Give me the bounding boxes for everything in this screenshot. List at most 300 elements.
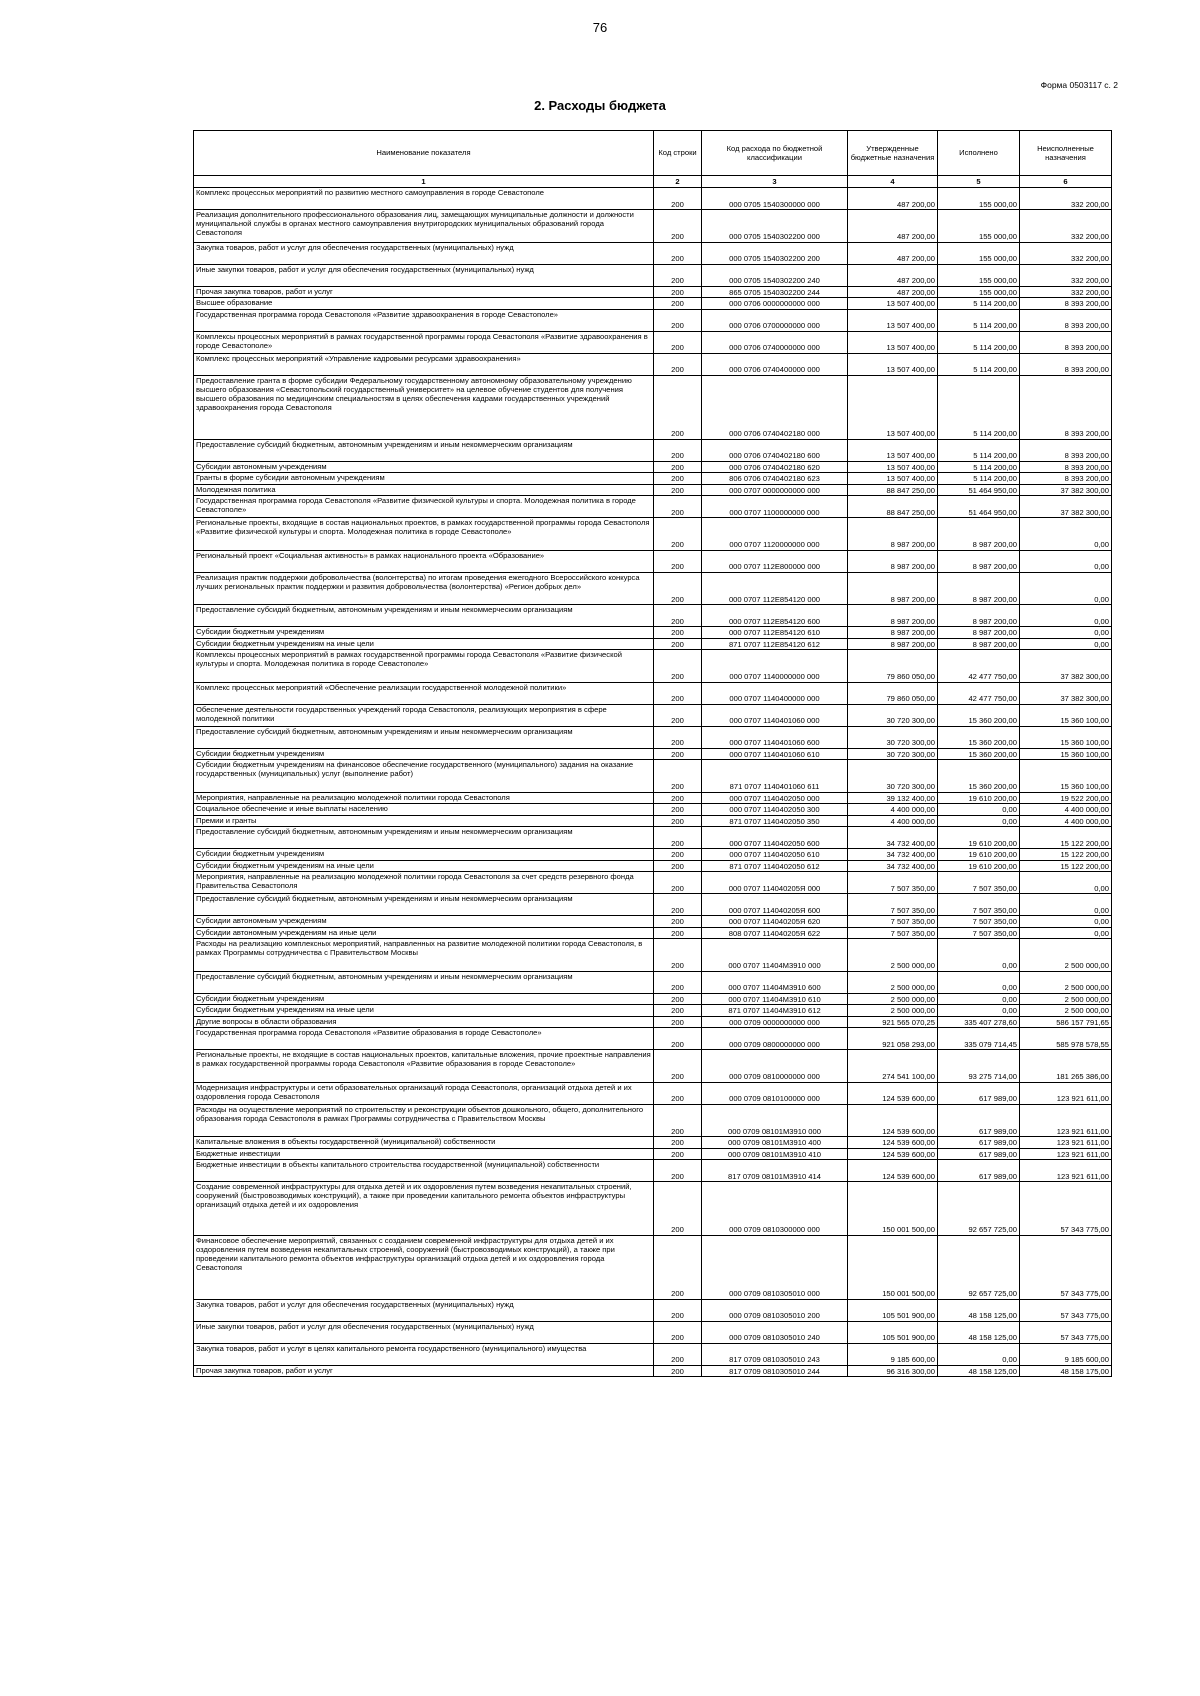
table-row: [194, 916, 1112, 928]
row-name-cell: Предоставление субсидий бюджетным, автономным учреждениям и иным некоммерческим организациям: [194, 726, 654, 748]
table-row: [194, 210, 1112, 243]
row-executed-cell: 5 114 200,00: [938, 439, 1020, 461]
row-unexecuted-cell: 8 393 200,00: [1020, 331, 1112, 353]
row-line-code-cell: 200: [654, 473, 702, 485]
table-row: [194, 872, 1112, 894]
row-approved-cell: 2 500 000,00: [848, 993, 938, 1005]
row-unexecuted-cell: 2 500 000,00: [1020, 1005, 1112, 1017]
row-classification-cell: 000 0707 1140000000 000: [702, 650, 848, 683]
row-classification-cell: 000 0705 1540302200 240: [702, 264, 848, 286]
row-approved-cell: 79 860 050,00: [848, 682, 938, 704]
row-line-code-cell: 200: [654, 1321, 702, 1343]
table-row: [194, 650, 1112, 683]
column-header-unexecuted: Неисполненные назначения: [1020, 131, 1112, 176]
row-classification-cell: 000 0707 112E854120 600: [702, 605, 848, 627]
row-classification-cell: 000 0707 1140401060 610: [702, 748, 848, 760]
row-line-code-cell: 200: [654, 894, 702, 916]
row-line-code-cell: 200: [654, 1160, 702, 1182]
row-classification-cell: 000 0709 0810100000 000: [702, 1082, 848, 1104]
row-executed-cell: 93 275 714,00: [938, 1050, 1020, 1083]
row-line-code-cell: 200: [654, 1299, 702, 1321]
row-classification-cell: 000 0707 1120000000 000: [702, 518, 848, 551]
row-name-cell: Прочая закупка товаров, работ и услуг: [194, 1365, 654, 1377]
row-classification-cell: 000 0707 1140402050 600: [702, 827, 848, 849]
row-approved-cell: 2 500 000,00: [848, 939, 938, 972]
row-executed-cell: 51 464 950,00: [938, 484, 1020, 496]
row-unexecuted-cell: 0,00: [1020, 572, 1112, 605]
row-classification-cell: 000 0706 0740402180 620: [702, 461, 848, 473]
row-unexecuted-cell: 332 200,00: [1020, 210, 1112, 243]
row-line-code-cell: 200: [654, 804, 702, 816]
row-approved-cell: 13 507 400,00: [848, 353, 938, 375]
row-unexecuted-cell: 15 122 200,00: [1020, 860, 1112, 872]
table-row: [194, 461, 1112, 473]
row-name-cell: Комплекс процессных мероприятий «Обеспечение реализации государственной молодежной политики»: [194, 682, 654, 704]
row-unexecuted-cell: 586 157 791,65: [1020, 1016, 1112, 1028]
table-body: [194, 188, 1112, 1377]
column-header-line-code: Код строки: [654, 131, 702, 176]
row-classification-cell: 871 0707 1140401060 611: [702, 760, 848, 793]
table-row: [194, 939, 1112, 972]
row-name-cell: Субсидии автономным учреждениям на иные цели: [194, 927, 654, 939]
row-unexecuted-cell: 181 265 386,00: [1020, 1050, 1112, 1083]
row-line-code-cell: 200: [654, 872, 702, 894]
row-classification-cell: 000 0706 0700000000 000: [702, 309, 848, 331]
row-name-cell: Мероприятия, направленные на реализацию молодежной политики города Севастополя: [194, 792, 654, 804]
row-name-cell: Иные закупки товаров, работ и услуг для обеспечения государственных (муниципальных) нужд: [194, 1321, 654, 1343]
row-unexecuted-cell: 123 921 611,00: [1020, 1104, 1112, 1137]
row-classification-cell: 817 0709 08101М3910 414: [702, 1160, 848, 1182]
row-name-cell: Комплекс процессных мероприятий «Управление кадровыми ресурсами здравоохранения»: [194, 353, 654, 375]
row-unexecuted-cell: 19 522 200,00: [1020, 792, 1112, 804]
table-row: [194, 1321, 1112, 1343]
row-name-cell: Прочая закупка товаров, работ и услуг: [194, 286, 654, 298]
row-approved-cell: 7 507 350,00: [848, 916, 938, 928]
row-classification-cell: 000 0707 112E854120 610: [702, 627, 848, 639]
column-header-name: Наименование показателя: [194, 131, 654, 176]
table-row: [194, 993, 1112, 1005]
row-unexecuted-cell: 15 360 100,00: [1020, 704, 1112, 726]
row-line-code-cell: 200: [654, 638, 702, 650]
row-unexecuted-cell: 15 360 100,00: [1020, 748, 1112, 760]
row-executed-cell: 155 000,00: [938, 210, 1020, 243]
row-executed-cell: 7 507 350,00: [938, 872, 1020, 894]
row-approved-cell: 13 507 400,00: [848, 439, 938, 461]
row-classification-cell: 000 0706 0740000000 000: [702, 331, 848, 353]
row-executed-cell: 617 989,00: [938, 1160, 1020, 1182]
row-name-cell: Субсидии бюджетным учреждениям: [194, 993, 654, 1005]
table-row: [194, 1148, 1112, 1160]
table-row: [194, 353, 1112, 375]
row-executed-cell: 42 477 750,00: [938, 682, 1020, 704]
row-name-cell: Премии и гранты: [194, 815, 654, 827]
row-unexecuted-cell: 0,00: [1020, 627, 1112, 639]
row-unexecuted-cell: 37 382 300,00: [1020, 496, 1112, 518]
row-unexecuted-cell: 0,00: [1020, 550, 1112, 572]
row-name-cell: Субсидии автономным учреждениям: [194, 461, 654, 473]
column-number: 5: [938, 176, 1020, 188]
row-classification-cell: 000 0707 114040205Я 600: [702, 894, 848, 916]
row-executed-cell: 7 507 350,00: [938, 916, 1020, 928]
row-unexecuted-cell: 37 382 300,00: [1020, 650, 1112, 683]
table-row: [194, 1016, 1112, 1028]
row-name-cell: Предоставление гранта в форме субсидии Федеральному государственному автономному образовательному учреждению высшего образования «Севастопольский государственный университет» на целевое обучение студентов для получения высшего образования по медицинским специальностям в целях обеспечения кадрами государственных учреждений здравоохранения города Севастополя: [194, 375, 654, 439]
row-line-code-cell: 200: [654, 331, 702, 353]
row-classification-cell: 000 0709 0000000000 000: [702, 1016, 848, 1028]
row-unexecuted-cell: 57 343 775,00: [1020, 1321, 1112, 1343]
row-executed-cell: 48 158 125,00: [938, 1321, 1020, 1343]
row-executed-cell: 0,00: [938, 1343, 1020, 1365]
row-executed-cell: 42 477 750,00: [938, 650, 1020, 683]
row-name-cell: Закупка товаров, работ и услуг в целях капитального ремонта государственного (муниципального) имущества: [194, 1343, 654, 1365]
table-row: [194, 704, 1112, 726]
row-approved-cell: 921 565 070,25: [848, 1016, 938, 1028]
row-name-cell: Модернизация инфраструктуры и сети образовательных организаций города Севастополя, организаций отдыха детей и их оздоровления города Севастополя: [194, 1082, 654, 1104]
table-row: [194, 894, 1112, 916]
row-name-cell: Государственная программа города Севастополя «Развитие здравоохранения в городе Севастополе»: [194, 309, 654, 331]
table-row: [194, 605, 1112, 627]
row-name-cell: Расходы на осуществление мероприятий по строительству и реконструкции объектов дошкольного, общего, дополнительного образования города Севастополя в рамках Программы сотрудничества с Правительством Москвы: [194, 1104, 654, 1137]
row-executed-cell: 51 464 950,00: [938, 496, 1020, 518]
row-name-cell: Реализация дополнительного профессионального образования лиц, замещающих муниципальные должности и должности муниципальной службы в органах местного самоуправления внутригородских муниципальных образований города Севастополя: [194, 210, 654, 243]
row-classification-cell: 871 0707 11404М3910 612: [702, 1005, 848, 1017]
table-row: [194, 1235, 1112, 1299]
row-unexecuted-cell: 585 978 578,55: [1020, 1028, 1112, 1050]
row-line-code-cell: 200: [654, 210, 702, 243]
row-line-code-cell: 200: [654, 496, 702, 518]
row-unexecuted-cell: 37 382 300,00: [1020, 484, 1112, 496]
column-header-approved: Утвержденные бюджетные назначения: [848, 131, 938, 176]
row-name-cell: Гранты в форме субсидии автономным учреждениям: [194, 473, 654, 485]
table-row: [194, 484, 1112, 496]
row-approved-cell: 8 987 200,00: [848, 627, 938, 639]
table-row: [194, 971, 1112, 993]
row-name-cell: Субсидии бюджетным учреждениям на иные цели: [194, 1005, 654, 1017]
row-line-code-cell: 200: [654, 1005, 702, 1017]
row-classification-cell: 000 0709 0810300000 000: [702, 1182, 848, 1236]
row-approved-cell: 2 500 000,00: [848, 1005, 938, 1017]
row-executed-cell: 19 610 200,00: [938, 860, 1020, 872]
row-approved-cell: 30 720 300,00: [848, 726, 938, 748]
row-executed-cell: 19 610 200,00: [938, 849, 1020, 861]
row-line-code-cell: 200: [654, 375, 702, 439]
row-executed-cell: 0,00: [938, 939, 1020, 972]
row-line-code-cell: 200: [654, 550, 702, 572]
row-executed-cell: 5 114 200,00: [938, 331, 1020, 353]
row-executed-cell: 5 114 200,00: [938, 461, 1020, 473]
row-name-cell: Создание современной инфраструктуры для отдыха детей и их оздоровления путем возведения некапитальных строений, сооружений (быстровозводимых конструкций), а также при проведении капитального ремонта объектов инфраструктуры организаций отдыха детей и их оздоровления: [194, 1182, 654, 1236]
row-unexecuted-cell: 9 185 600,00: [1020, 1343, 1112, 1365]
row-unexecuted-cell: 15 360 100,00: [1020, 760, 1112, 793]
row-executed-cell: 7 507 350,00: [938, 927, 1020, 939]
row-approved-cell: 34 732 400,00: [848, 827, 938, 849]
row-classification-cell: 000 0707 1140401060 600: [702, 726, 848, 748]
row-approved-cell: 921 058 293,00: [848, 1028, 938, 1050]
column-header-classification-code: Код расхода по бюджетной классификации: [702, 131, 848, 176]
row-line-code-cell: 200: [654, 1137, 702, 1149]
row-unexecuted-cell: 2 500 000,00: [1020, 971, 1112, 993]
table-row: [194, 1082, 1112, 1104]
row-line-code-cell: 200: [654, 353, 702, 375]
row-approved-cell: 88 847 250,00: [848, 484, 938, 496]
row-classification-cell: 871 0707 112E854120 612: [702, 638, 848, 650]
row-classification-cell: 000 0709 0810305010 240: [702, 1321, 848, 1343]
table-row: [194, 375, 1112, 439]
row-classification-cell: 000 0709 08101М3910 400: [702, 1137, 848, 1149]
row-classification-cell: 000 0707 112E854120 000: [702, 572, 848, 605]
row-approved-cell: 34 732 400,00: [848, 849, 938, 861]
row-name-cell: Реализация практик поддержки добровольчества (волонтерства) по итогам проведения ежегодного Всероссийского конкурса лучших региональных практик поддержки и развития добровольчества (волонтерства) «Регион добрых дел»: [194, 572, 654, 605]
table-row: [194, 1137, 1112, 1149]
row-executed-cell: 617 989,00: [938, 1104, 1020, 1137]
row-executed-cell: 335 407 278,60: [938, 1016, 1020, 1028]
row-unexecuted-cell: 332 200,00: [1020, 188, 1112, 210]
row-name-cell: Бюджетные инвестиции в объекты капитального строительства государственной (муниципальной) собственности: [194, 1160, 654, 1182]
table-row: [194, 860, 1112, 872]
column-number: 1: [194, 176, 654, 188]
row-line-code-cell: 200: [654, 298, 702, 310]
row-unexecuted-cell: 8 393 200,00: [1020, 375, 1112, 439]
row-approved-cell: 13 507 400,00: [848, 331, 938, 353]
row-executed-cell: 7 507 350,00: [938, 894, 1020, 916]
row-unexecuted-cell: 0,00: [1020, 894, 1112, 916]
row-line-code-cell: 200: [654, 993, 702, 1005]
row-approved-cell: 8 987 200,00: [848, 550, 938, 572]
row-line-code-cell: 200: [654, 792, 702, 804]
row-name-cell: Комплексы процессных мероприятий в рамках государственной программы города Севастополя «Развитие здравоохранения в городе Севастополе»: [194, 331, 654, 353]
row-line-code-cell: 200: [654, 309, 702, 331]
row-line-code-cell: 200: [654, 971, 702, 993]
row-unexecuted-cell: 0,00: [1020, 927, 1112, 939]
row-executed-cell: 8 987 200,00: [938, 518, 1020, 551]
row-unexecuted-cell: 57 343 775,00: [1020, 1299, 1112, 1321]
row-unexecuted-cell: 4 400 000,00: [1020, 815, 1112, 827]
row-line-code-cell: 200: [654, 1104, 702, 1137]
column-number-row: [194, 176, 1112, 188]
row-approved-cell: 8 987 200,00: [848, 518, 938, 551]
row-name-cell: Капитальные вложения в объекты государственной (муниципальной) собственности: [194, 1137, 654, 1149]
row-line-code-cell: 200: [654, 650, 702, 683]
row-approved-cell: 124 539 600,00: [848, 1137, 938, 1149]
row-line-code-cell: 200: [654, 286, 702, 298]
row-executed-cell: 19 610 200,00: [938, 827, 1020, 849]
row-name-cell: Мероприятия, направленные на реализацию молодежной политики города Севастополя за счет средств резервного фонда Правительства Севастополя: [194, 872, 654, 894]
row-approved-cell: 7 507 350,00: [848, 872, 938, 894]
row-name-cell: Субсидии бюджетным учреждениям: [194, 849, 654, 861]
row-classification-cell: 000 0709 08101М3910 000: [702, 1104, 848, 1137]
row-approved-cell: 124 539 600,00: [848, 1104, 938, 1137]
row-executed-cell: 0,00: [938, 804, 1020, 816]
row-classification-cell: 000 0706 0740402180 000: [702, 375, 848, 439]
row-classification-cell: 000 0707 114040205Я 000: [702, 872, 848, 894]
row-line-code-cell: 200: [654, 1365, 702, 1377]
row-unexecuted-cell: 332 200,00: [1020, 242, 1112, 264]
row-approved-cell: 13 507 400,00: [848, 473, 938, 485]
row-classification-cell: 871 0707 1140402050 612: [702, 860, 848, 872]
row-name-cell: Закупка товаров, работ и услуг для обеспечения государственных (муниципальных) нужд: [194, 242, 654, 264]
row-line-code-cell: 200: [654, 242, 702, 264]
row-approved-cell: 8 987 200,00: [848, 638, 938, 650]
row-executed-cell: 8 987 200,00: [938, 638, 1020, 650]
row-unexecuted-cell: 8 393 200,00: [1020, 461, 1112, 473]
table-row: [194, 1050, 1112, 1083]
table-row: [194, 439, 1112, 461]
row-approved-cell: 274 541 100,00: [848, 1050, 938, 1083]
table-row: [194, 1299, 1112, 1321]
row-approved-cell: 30 720 300,00: [848, 704, 938, 726]
column-number: 2: [654, 176, 702, 188]
row-unexecuted-cell: 2 500 000,00: [1020, 939, 1112, 972]
row-approved-cell: 13 507 400,00: [848, 461, 938, 473]
table-row: [194, 309, 1112, 331]
row-unexecuted-cell: 48 158 175,00: [1020, 1365, 1112, 1377]
table-row: [194, 1005, 1112, 1017]
document-title: 2. Расходы бюджета: [534, 98, 666, 113]
row-line-code-cell: 200: [654, 726, 702, 748]
row-line-code-cell: 200: [654, 1182, 702, 1236]
row-line-code-cell: 200: [654, 484, 702, 496]
row-classification-cell: 000 0707 11404М3910 000: [702, 939, 848, 972]
row-approved-cell: 487 200,00: [848, 286, 938, 298]
row-name-cell: Предоставление субсидий бюджетным, автономным учреждениям и иным некоммерческим организациям: [194, 971, 654, 993]
row-unexecuted-cell: 332 200,00: [1020, 264, 1112, 286]
row-approved-cell: 96 316 300,00: [848, 1365, 938, 1377]
row-approved-cell: 13 507 400,00: [848, 375, 938, 439]
row-approved-cell: 124 539 600,00: [848, 1082, 938, 1104]
row-name-cell: Государственная программа города Севастополя «Развитие образования в городе Севастополе»: [194, 1028, 654, 1050]
row-classification-cell: 000 0709 08101М3910 410: [702, 1148, 848, 1160]
row-classification-cell: 817 0709 0810305010 244: [702, 1365, 848, 1377]
row-line-code-cell: 200: [654, 815, 702, 827]
row-unexecuted-cell: 123 921 611,00: [1020, 1148, 1112, 1160]
row-classification-cell: 000 0709 0800000000 000: [702, 1028, 848, 1050]
row-executed-cell: 8 987 200,00: [938, 550, 1020, 572]
row-line-code-cell: 200: [654, 704, 702, 726]
row-executed-cell: 15 360 200,00: [938, 726, 1020, 748]
row-name-cell: Предоставление субсидий бюджетным, автономным учреждениям и иным некоммерческим организациям: [194, 605, 654, 627]
row-line-code-cell: 200: [654, 927, 702, 939]
row-classification-cell: 000 0707 1140402050 000: [702, 792, 848, 804]
row-line-code-cell: 200: [654, 860, 702, 872]
table-row: [194, 682, 1112, 704]
row-name-cell: Комплекс процессных мероприятий по развитию местного самоуправления в городе Севастополе: [194, 188, 654, 210]
row-unexecuted-cell: 57 343 775,00: [1020, 1235, 1112, 1299]
row-name-cell: Комплексы процессных мероприятий в рамках государственной программы города Севастополя «Развитие физической культуры и спорта. Молодежная политика в городе Севастополе»: [194, 650, 654, 683]
row-line-code-cell: 200: [654, 849, 702, 861]
table-row: [194, 726, 1112, 748]
row-approved-cell: 7 507 350,00: [848, 927, 938, 939]
row-classification-cell: 000 0707 11404М3910 610: [702, 993, 848, 1005]
row-classification-cell: 000 0707 1140402050 610: [702, 849, 848, 861]
row-classification-cell: 000 0707 114040205Я 620: [702, 916, 848, 928]
row-unexecuted-cell: 15 122 200,00: [1020, 849, 1112, 861]
row-classification-cell: 871 0707 1140402050 350: [702, 815, 848, 827]
row-name-cell: Региональный проект «Социальная активность» в рамках национального проекта «Образование»: [194, 550, 654, 572]
row-classification-cell: 817 0709 0810305010 243: [702, 1343, 848, 1365]
row-name-cell: Государственная программа города Севастополя «Развитие физической культуры и спорта. Молодежная политика в городе Севастополе»: [194, 496, 654, 518]
row-name-cell: Расходы на реализацию комплексных мероприятий, направленных на развитие молодежной политики города Севастополя, в рамках Программы сотрудничества с Правительством Москвы: [194, 939, 654, 972]
table-row: [194, 473, 1112, 485]
column-header-executed: Исполнено: [938, 131, 1020, 176]
row-classification-cell: 000 0706 0740400000 000: [702, 353, 848, 375]
row-classification-cell: 000 0707 0000000000 000: [702, 484, 848, 496]
row-approved-cell: 105 501 900,00: [848, 1321, 938, 1343]
row-executed-cell: 617 989,00: [938, 1137, 1020, 1149]
row-approved-cell: 124 539 600,00: [848, 1148, 938, 1160]
table-row: [194, 1104, 1112, 1137]
row-unexecuted-cell: 123 921 611,00: [1020, 1137, 1112, 1149]
row-line-code-cell: 200: [654, 1028, 702, 1050]
row-unexecuted-cell: 8 393 200,00: [1020, 353, 1112, 375]
row-executed-cell: 5 114 200,00: [938, 353, 1020, 375]
row-classification-cell: 000 0705 1540302200 000: [702, 210, 848, 243]
row-approved-cell: 487 200,00: [848, 210, 938, 243]
row-classification-cell: 000 0705 1540300000 000: [702, 188, 848, 210]
row-approved-cell: 150 001 500,00: [848, 1235, 938, 1299]
row-executed-cell: 8 987 200,00: [938, 605, 1020, 627]
row-classification-cell: 000 0705 1540302200 200: [702, 242, 848, 264]
row-approved-cell: 88 847 250,00: [848, 496, 938, 518]
table-row: [194, 804, 1112, 816]
row-line-code-cell: 200: [654, 461, 702, 473]
row-classification-cell: 000 0709 0810305010 200: [702, 1299, 848, 1321]
row-executed-cell: 5 114 200,00: [938, 473, 1020, 485]
row-unexecuted-cell: 37 382 300,00: [1020, 682, 1112, 704]
row-line-code-cell: 200: [654, 1016, 702, 1028]
row-unexecuted-cell: 0,00: [1020, 872, 1112, 894]
row-unexecuted-cell: 0,00: [1020, 916, 1112, 928]
row-name-cell: Региональные проекты, не входящие в состав национальных проектов, капитальные вложения, прочие проектные направления в рамках государственной программы города Севастополя «Развитие образования в городе Севастополе»: [194, 1050, 654, 1083]
row-executed-cell: 8 987 200,00: [938, 572, 1020, 605]
row-executed-cell: 92 657 725,00: [938, 1235, 1020, 1299]
row-unexecuted-cell: 2 500 000,00: [1020, 993, 1112, 1005]
row-unexecuted-cell: 0,00: [1020, 605, 1112, 627]
row-executed-cell: 0,00: [938, 1005, 1020, 1017]
row-executed-cell: 155 000,00: [938, 264, 1020, 286]
table-row: [194, 264, 1112, 286]
row-executed-cell: 0,00: [938, 971, 1020, 993]
row-line-code-cell: 200: [654, 682, 702, 704]
row-approved-cell: 39 132 400,00: [848, 792, 938, 804]
row-executed-cell: 5 114 200,00: [938, 375, 1020, 439]
table-row: [194, 572, 1112, 605]
row-name-cell: Закупка товаров, работ и услуг для обеспечения государственных (муниципальных) нужд: [194, 1299, 654, 1321]
row-executed-cell: 0,00: [938, 815, 1020, 827]
row-name-cell: Субсидии бюджетным учреждениям на финансовое обеспечение государственного (муниципального) задания на оказание государственных (муниципальных) услуг (выполнение работ): [194, 760, 654, 793]
row-approved-cell: 105 501 900,00: [848, 1299, 938, 1321]
row-name-cell: Предоставление субсидий бюджетным, автономным учреждениям и иным некоммерческим организациям: [194, 894, 654, 916]
table-row: [194, 242, 1112, 264]
row-executed-cell: 92 657 725,00: [938, 1182, 1020, 1236]
row-unexecuted-cell: 123 921 611,00: [1020, 1082, 1112, 1104]
table-row: [194, 1343, 1112, 1365]
row-line-code-cell: 200: [654, 627, 702, 639]
row-executed-cell: 617 989,00: [938, 1082, 1020, 1104]
row-name-cell: Финансовое обеспечение мероприятий, связанных с созданием современной инфраструктуры для отдыха детей и их оздоровления путем возведения некапитальных строений, сооружений (быстровозводимых конструкций), а также при проведении капитального ремонта объектов инфраструктуры организаций отдыха детей и их оздоровления города Севастополя: [194, 1235, 654, 1299]
row-name-cell: Субсидии бюджетным учреждениям на иные цели: [194, 860, 654, 872]
row-approved-cell: 4 400 000,00: [848, 815, 938, 827]
form-label: Форма 0503117 с. 2: [1040, 80, 1118, 90]
row-name-cell: Бюджетные инвестиции: [194, 1148, 654, 1160]
table-row: [194, 627, 1112, 639]
row-executed-cell: 15 360 200,00: [938, 748, 1020, 760]
row-approved-cell: 2 500 000,00: [848, 971, 938, 993]
row-name-cell: Высшее образование: [194, 298, 654, 310]
row-approved-cell: 79 860 050,00: [848, 650, 938, 683]
table-row: [194, 1182, 1112, 1236]
row-classification-cell: 806 0706 0740402180 623: [702, 473, 848, 485]
row-line-code-cell: 200: [654, 748, 702, 760]
